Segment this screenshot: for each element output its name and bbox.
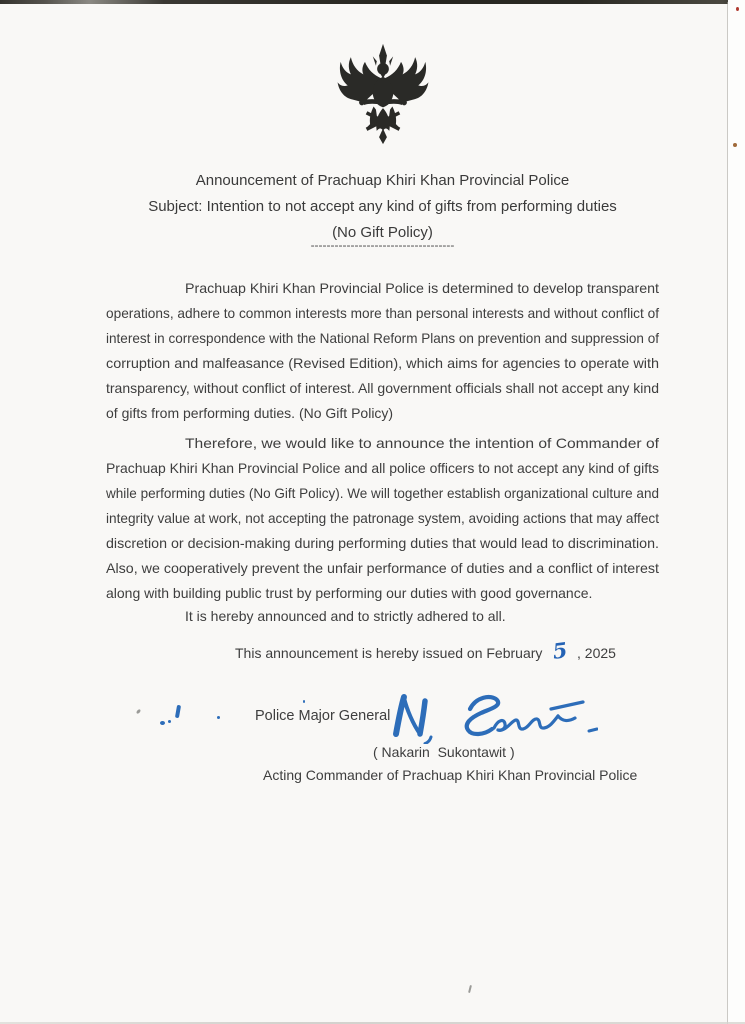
paragraph-line: integrity value at work, not accepting the patronage system, avoiding actions that may affect xyxy=(106,510,659,526)
ink-speck xyxy=(160,721,165,725)
ink-speck xyxy=(303,700,305,703)
paragraph-line: interest in correspondence with the National Reform Plans on prevention and suppression of xyxy=(106,330,659,346)
paragraph-line: Prachuap Khiri Khan Provincial Police and all police officers to not accept any kind of gifts xyxy=(106,460,659,476)
scan-blemish xyxy=(468,985,472,993)
ink-speck xyxy=(136,709,142,715)
scan-blemish-red xyxy=(736,7,739,11)
paragraph-line: Prachuap Khiri Khan Provincial Police is determined to develop transparent xyxy=(185,280,659,296)
garuda-emblem-icon xyxy=(336,40,430,148)
paragraph-line: while performing duties (No Gift Policy). We will together establish organizational culture and xyxy=(106,485,659,501)
paragraph-1 xyxy=(106,276,659,426)
title-line-announcement: Announcement of Prachuap Khiri Khan Provincial Police xyxy=(195,172,570,189)
paragraph-line: of gifts from performing duties. (No Gift Policy) xyxy=(106,405,394,421)
paragraph-line: discretion or decision-making during performing duties that would lead to discrimination. xyxy=(106,535,659,551)
title-line-policy: (No Gift Policy) xyxy=(332,224,433,241)
signature-handwriting xyxy=(386,692,598,744)
paragraph-line: Therefore, we would like to announce the intention of Commander of xyxy=(185,435,659,451)
paragraph-2 xyxy=(106,431,659,606)
document-title-block xyxy=(106,168,659,246)
scan-page-edge-line xyxy=(727,2,728,1024)
paragraph-line: corruption and malfeasance (Revised Edition), which aims for agencies to operate with xyxy=(106,355,659,371)
ink-speck xyxy=(217,716,220,719)
scan-right-margin xyxy=(728,0,745,1024)
paragraph-line: operations, adhere to common interests more than personal interests and without conflict of xyxy=(106,305,659,321)
closing-statement: It is hereby announced and to strictly adhered to all. xyxy=(185,608,506,624)
date-suffix: , 2025 xyxy=(577,645,616,661)
signer-position: Acting Commander of Prachuap Khiri Khan Provincial Police xyxy=(263,767,638,783)
signer-rank: Police Major General xyxy=(255,708,391,724)
scan-top-edge-artifact xyxy=(0,0,745,4)
date-prefix: This announcement is hereby issued on February xyxy=(235,645,543,661)
paragraph-line: Also, we cooperatively prevent the unfair performance of duties and a conflict of interest xyxy=(106,560,659,576)
title-line-subject: Subject: Intention to not accept any kind of gifts from performing duties xyxy=(148,198,617,215)
paragraph-line: along with building public trust by performing our duties with good governance. xyxy=(106,585,593,601)
scan-blemish-brown xyxy=(733,143,737,147)
ink-speck xyxy=(175,705,181,718)
handwritten-day: 5 xyxy=(551,636,570,664)
ink-speck xyxy=(168,720,171,723)
dashed-separator: ------------------------------------ xyxy=(310,238,455,252)
issue-date-line xyxy=(235,636,616,666)
paragraph-line: transparency, without conflict of interest. All government officials shall not accept any kind xyxy=(106,380,659,396)
signer-name: ( Nakarin Sukontawit ) xyxy=(373,744,515,760)
